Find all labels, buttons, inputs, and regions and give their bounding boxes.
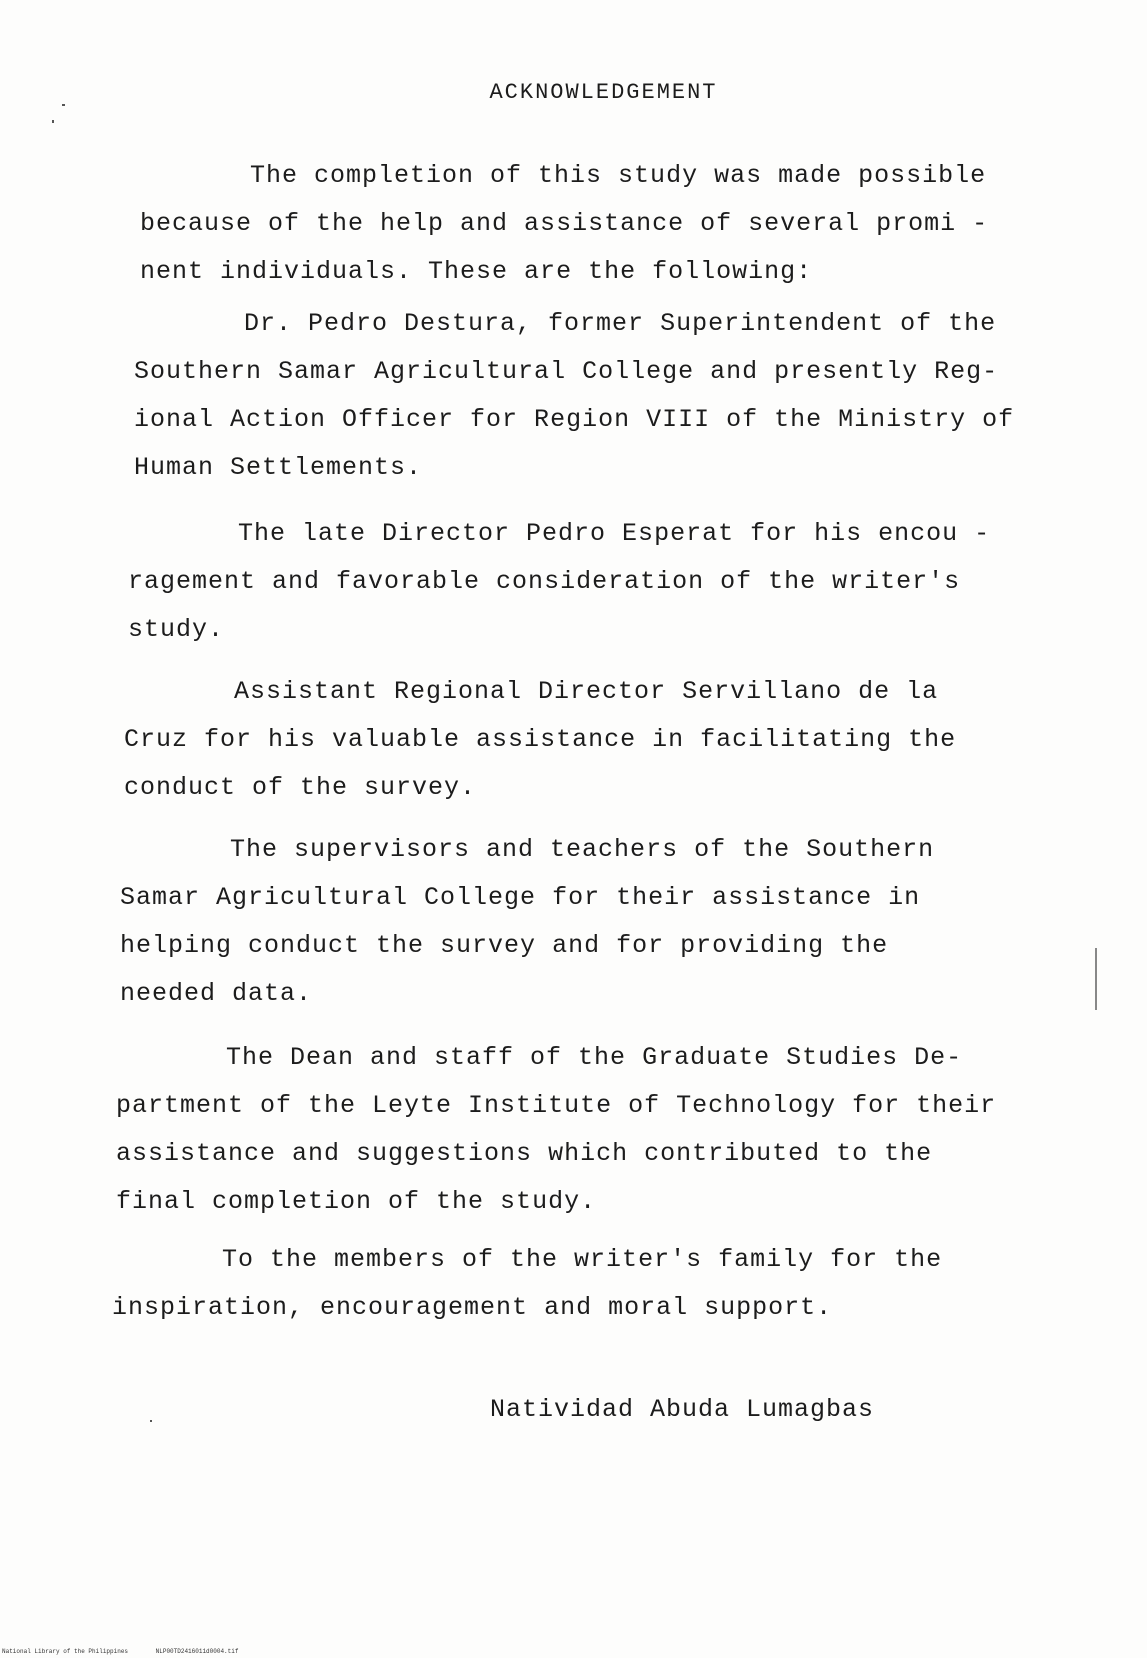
page-title: ACKNOWLEDGEMENT [489, 80, 718, 105]
paragraph-1 [140, 152, 988, 296]
paragraph-line: Human Settlements. [134, 453, 423, 482]
paragraph-line: ional Action Officer for Region VIII of the Ministry of [134, 405, 1015, 434]
scan-speck [62, 104, 65, 106]
paragraph-5 [120, 826, 934, 1018]
paragraph-line: nent individuals. These are the following: [140, 257, 813, 286]
paragraph-4 [124, 668, 956, 812]
paragraph-line: ragement and favorable consideration of the writer's [128, 567, 961, 596]
paragraph-line: assistance and suggestions which contributed to the [116, 1139, 933, 1168]
paragraph-line: conduct of the survey. [124, 773, 477, 802]
signature: Natividad Abuda Lumagbas [490, 1395, 875, 1424]
footer-library: National Library of the Philippines [2, 1648, 129, 1655]
paragraph-line: The completion of this study was made possible [250, 161, 987, 190]
paragraph-2 [134, 300, 1014, 492]
scan-speck [52, 120, 54, 123]
paragraph-7 [112, 1236, 942, 1332]
paragraph-line: Dr. Pedro Destura, former Superintendent of the [244, 309, 997, 338]
paragraph-line: Southern Samar Agricultural College and presently Reg- [134, 357, 999, 386]
scan-speck [150, 1420, 152, 1422]
footer-file: NLP00TD2416011d0004.tif [155, 1648, 239, 1655]
paragraph-line: Samar Agricultural College for their assistance in [120, 883, 921, 912]
paragraph-line: Assistant Regional Director Servillano de la [234, 677, 939, 706]
paragraph-line: The late Director Pedro Esperat for his encou - [238, 519, 991, 548]
paragraph-line: helping conduct the survey and for providing the [120, 931, 889, 960]
paragraph-line: inspiration, encouragement and moral support. [112, 1293, 833, 1322]
paragraph-6 [116, 1034, 996, 1226]
scan-speck [1095, 948, 1097, 1010]
paragraph-line: because of the help and assistance of several promi - [140, 209, 989, 238]
paragraph-line: partment of the Leyte Institute of Technology for their [116, 1091, 997, 1120]
paragraph-line: final completion of the study. [116, 1187, 597, 1216]
paragraph-line: The Dean and staff of the Graduate Studies De- [226, 1043, 963, 1072]
paragraph-line: study. [128, 615, 225, 644]
paragraph-line: Cruz for his valuable assistance in facilitating the [124, 725, 957, 754]
paragraph-line: To the members of the writer's family for the [222, 1245, 943, 1274]
paragraph-line: The supervisors and teachers of the Southern [230, 835, 935, 864]
paragraph-3 [128, 510, 990, 654]
paragraph-line: needed data. [120, 979, 313, 1008]
scan-footer [2, 1648, 262, 1655]
